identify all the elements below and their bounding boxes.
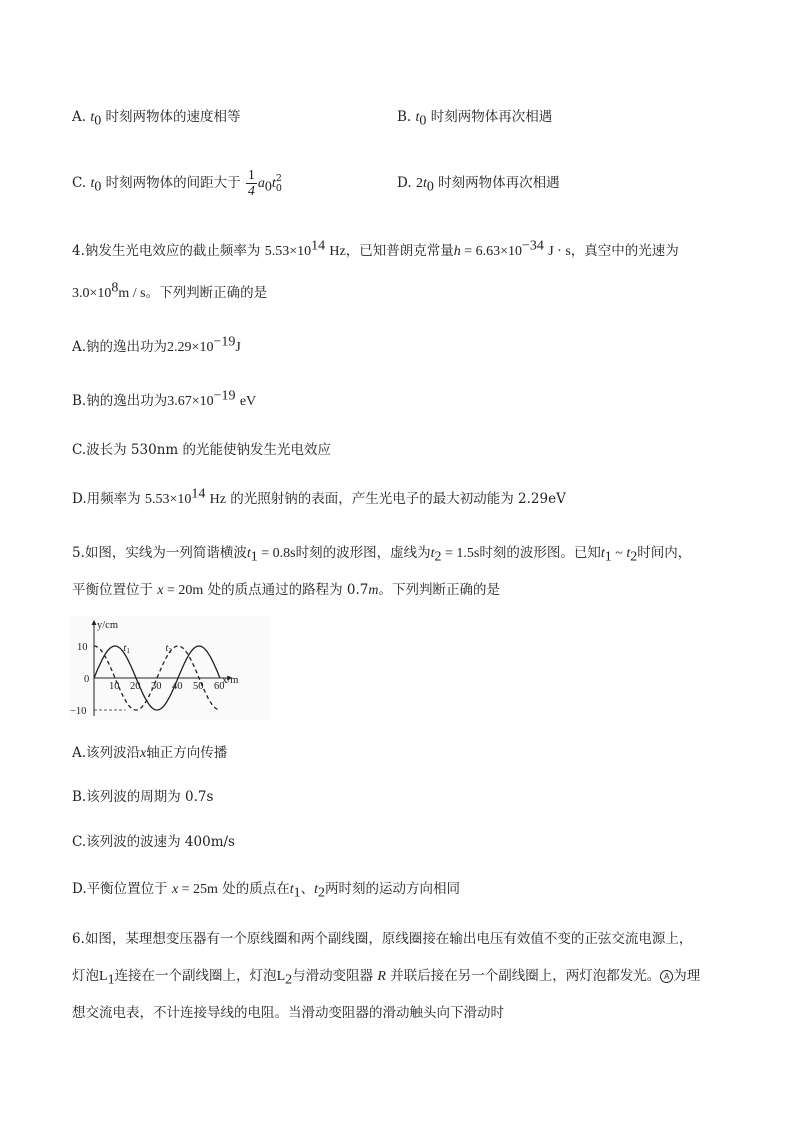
series-label-t1: t1 — [123, 642, 130, 655]
q4-option-c — [72, 440, 331, 460]
option-text: 处的质点在 — [222, 881, 290, 897]
math-var: L — [276, 969, 286, 984]
option-text: A.该列波沿 — [72, 745, 141, 761]
option-label: A. — [72, 109, 87, 125]
q5-option-d — [72, 879, 460, 900]
math-coef: 2 — [415, 176, 423, 191]
q5-option-b — [72, 787, 213, 807]
fraction — [246, 168, 257, 199]
x-tick-label: 30 — [151, 681, 162, 692]
math-var: h — [453, 244, 461, 259]
stem-text: 与滑动变阻器 — [292, 968, 374, 984]
stem-text: 时刻的波形图，虚线为 — [295, 545, 431, 561]
math-unit: m / s — [118, 286, 146, 301]
math-sub: 2 — [630, 549, 638, 565]
ammeter-icon: A — [660, 970, 673, 983]
math-value: 3.67×10 — [167, 394, 214, 409]
math-sub: 0 — [94, 179, 102, 195]
math-unit: Hz — [209, 492, 226, 507]
option-text: 轴正方向传播 — [146, 745, 228, 761]
stem-text: 时间内， — [637, 545, 692, 561]
math-value: 2.29×10 — [167, 340, 214, 355]
option-label: D. — [397, 175, 412, 191]
math-sub: 1 — [107, 972, 115, 988]
stem-text: 连接在一个副线圈上，灯泡 — [114, 968, 277, 984]
graph-background — [70, 616, 270, 720]
fraction-num: 1 — [247, 168, 255, 183]
math-sub: 0 — [94, 113, 102, 129]
math-sub: 0 — [275, 182, 282, 194]
option-text: 时刻两物体的间距大于 — [105, 175, 241, 191]
option-text: 时刻两物体的速度相等 — [105, 109, 241, 125]
math-var: t — [289, 882, 294, 897]
math-var: R — [377, 969, 386, 984]
stem-text: 6.如图，某理想变压器有一个原线圈和两个副线圈，原线圈接在输出电压有效值不变的正弦交流电源上， — [72, 931, 693, 947]
math-sub: 1 — [604, 549, 612, 565]
math-sup: −19 — [213, 334, 236, 350]
separator: 、 — [300, 881, 315, 897]
stem-text: 灯泡 — [72, 968, 99, 984]
math-sub: 2 — [318, 885, 326, 901]
stem-text: 5.如图，实线为一列简谐横波 — [72, 545, 247, 561]
x-tick-label: 20 — [130, 681, 141, 692]
q3-option-d — [397, 173, 560, 194]
math-sup: 2 — [275, 172, 282, 184]
option-text: D.平衡位置位于 — [72, 881, 168, 897]
x-tick-label: 10 — [109, 681, 120, 692]
series-label-t2: t2 — [165, 642, 172, 655]
math-sub: 2 — [285, 972, 293, 988]
option-text: 的光照射钠的表面，产生光电子的最大初动能为 2.29eV — [230, 491, 566, 507]
x-tick-label: 40 — [172, 681, 183, 692]
option-text: C.该列波的波速为 400m/s — [72, 834, 235, 850]
stem-text: 时刻的波形图。已知 — [479, 545, 601, 561]
y-axis-label: y/cm — [97, 620, 118, 631]
option-text: A.钠的逸出功为 — [72, 339, 168, 355]
option-text: 时刻两物体再次相遇 — [438, 175, 560, 191]
x-tick-label: 50 — [193, 681, 204, 692]
math-var: t — [90, 176, 95, 191]
math-var: x — [140, 746, 147, 761]
q3-option-c — [72, 166, 282, 201]
x-axis-label: x/m — [222, 675, 239, 686]
math-sup: −34 — [522, 238, 544, 254]
q4-option-d — [72, 486, 566, 510]
q4-stem-line2 — [72, 280, 268, 304]
math-value: 3.0×10 — [72, 286, 112, 301]
fraction-den: 4 — [247, 184, 255, 199]
q5-stem-line2 — [72, 580, 500, 601]
math-var: t — [600, 546, 605, 561]
math-sub: 1 — [250, 549, 258, 565]
q4-stem-line1 — [72, 238, 679, 262]
math-unit: m — [368, 583, 379, 598]
y-tick-label: 0 — [84, 674, 90, 685]
stem-text: 。下列判断正确的是 — [145, 285, 268, 301]
math-value: 5.53×10 — [264, 244, 312, 259]
math-var: t — [415, 110, 420, 125]
y-tick-label: 10 — [77, 642, 88, 653]
stem-text: ，真空中的光速为 — [570, 243, 679, 259]
stem-text: 为理 — [673, 968, 701, 984]
math-sub: 0 — [419, 113, 427, 129]
math-sub: 0 — [426, 179, 434, 195]
q4-option-a — [72, 334, 241, 358]
math-var: t — [422, 176, 427, 191]
math-var: x — [157, 583, 164, 598]
math-unit: Hz — [329, 244, 346, 259]
option-text: B.钠的逸出功为 — [72, 393, 168, 409]
math-var: a — [257, 176, 265, 191]
option-text: B.该列波的周期为 0.7s — [72, 789, 214, 805]
math-value: = 20m — [163, 583, 204, 598]
option-label: B. — [397, 109, 412, 125]
math-sup: 8 — [111, 280, 119, 296]
math-var: t — [314, 882, 319, 897]
math-var: t — [430, 546, 435, 561]
q6-stem-line1 — [72, 929, 692, 949]
stem-text: 平衡位置位于 — [72, 582, 153, 598]
math-unit: J — [235, 340, 241, 355]
q6-stem-line2 — [72, 966, 700, 987]
option-text: 时刻两物体再次相遇 — [430, 109, 553, 125]
math-unit: J · s — [548, 244, 571, 259]
q5-option-c — [72, 832, 235, 852]
math-op: ~ — [611, 546, 627, 561]
math-var: t — [271, 176, 276, 191]
math-sup: −19 — [213, 388, 236, 404]
stem-text: 处的质点通过的路程为 0.7 — [207, 582, 369, 598]
math-value: = 0.8s — [257, 546, 296, 561]
math-var: x — [171, 882, 179, 897]
option-text: 两时刻的运动方向相同 — [325, 881, 461, 897]
math-value: 5.53×10 — [144, 492, 192, 507]
option-label: C. — [72, 175, 87, 191]
math-unit: eV — [239, 394, 257, 409]
math-var: t — [90, 110, 95, 125]
q6-stem-line3 — [72, 1003, 504, 1023]
math-sub: 1 — [293, 885, 301, 901]
q3-option-a — [72, 107, 241, 128]
y-tick-label: −10 — [70, 706, 87, 717]
x-tick-label: 60 — [214, 681, 225, 692]
option-text: D.用频率为 — [72, 491, 141, 507]
q3-option-b — [397, 107, 552, 128]
math-value: = 1.5s — [441, 546, 480, 561]
math-var: t — [626, 546, 631, 561]
q4-option-b — [72, 388, 257, 412]
math-sub: 2 — [434, 549, 442, 565]
stem-text: 想交流电表，不计连接导线的电阻。当滑动变阻器的滑动触头向下滑动时 — [72, 1005, 504, 1021]
math-value: = 25m — [178, 882, 218, 897]
math-value: = 6.63×10 — [460, 244, 523, 259]
math-var: L — [99, 969, 108, 984]
wave-graph — [70, 616, 270, 720]
stem-text: 4.钠发生光电效应的截止频率为 — [72, 243, 261, 259]
math-sup: 14 — [311, 238, 326, 254]
q5-stem-line1 — [72, 543, 691, 564]
math-var: t — [246, 546, 251, 561]
stem-text: 并联后接在另一个副线圈上，两灯泡都发光。 — [390, 968, 661, 984]
math-sup: 14 — [191, 486, 206, 502]
stem-text: ，已知普朗克常量 — [345, 243, 454, 259]
option-text: C.波长为 530nm 的光能使钠发生光电效应 — [72, 442, 331, 458]
stem-text: 。下列判断正确的是 — [378, 582, 500, 598]
math-sub: 0 — [264, 179, 272, 195]
q5-option-a — [72, 743, 227, 764]
